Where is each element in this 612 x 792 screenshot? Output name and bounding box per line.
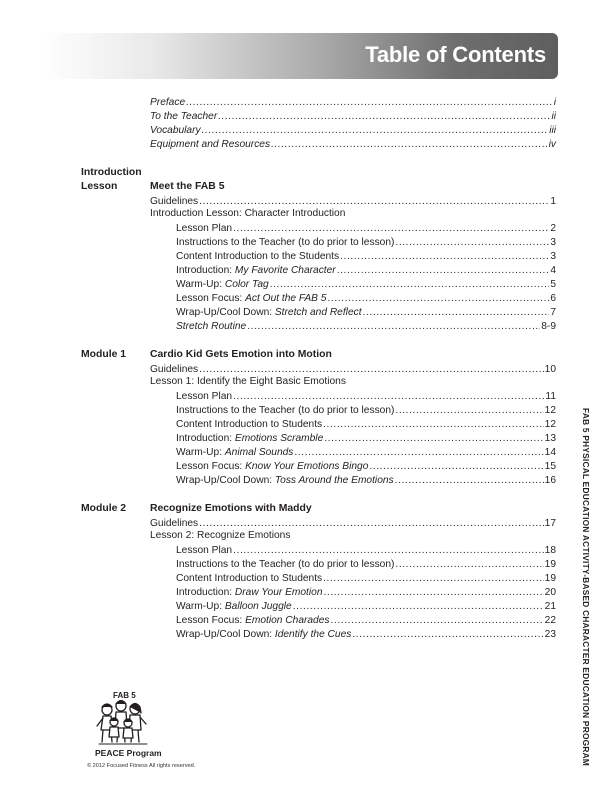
page-title: Table of Contents [365, 42, 546, 67]
entry-label [176, 223, 232, 235]
entry-label: To the Teacher [150, 111, 218, 122]
page-number: 20 [544, 587, 556, 598]
toc-entry[interactable] [176, 417, 556, 431]
entry-label: Lesson Plan [176, 545, 233, 556]
entry-label: Introduction: [176, 587, 235, 598]
dot-leader [369, 461, 543, 473]
entry-label: Warm-Up: [176, 601, 225, 612]
fab5-kids-logo-icon [93, 690, 153, 750]
dot-leader [395, 475, 544, 487]
toc-entry[interactable] [176, 627, 556, 641]
page-number: 1 [550, 196, 556, 207]
entry-label [176, 573, 322, 585]
page-number: 18 [544, 545, 556, 556]
entry-label [176, 293, 326, 305]
dot-leader [202, 125, 549, 137]
entry-label: Emotions Scramble [234, 433, 324, 444]
toc-entry[interactable] [176, 235, 556, 249]
entry-label: Act Out the FAB 5 [245, 293, 327, 304]
entry-label: Wrap-Up/Cool Down: [176, 307, 275, 318]
page-number: 6 [550, 293, 556, 304]
page-number: 8-9 [541, 321, 556, 332]
toc-entry[interactable] [176, 459, 556, 473]
dot-leader [233, 391, 544, 403]
dot-leader [395, 237, 549, 249]
entry-label: Animal Sounds [224, 447, 294, 458]
page-number: 11 [545, 391, 556, 402]
dot-leader [233, 223, 549, 235]
dot-leader [324, 433, 543, 445]
page-number: 17 [544, 518, 556, 529]
entry-label [176, 461, 368, 473]
toc-entry-vocabulary[interactable] [150, 123, 556, 137]
entry-label: Color Tag [224, 279, 269, 290]
toc-entry[interactable] [176, 221, 556, 235]
dot-leader [218, 111, 550, 123]
page-number: 22 [544, 615, 556, 626]
entry-label [176, 391, 232, 403]
page-number: 7 [550, 307, 556, 318]
logo-title: FAB 5 [113, 691, 136, 700]
toc-entry[interactable] [176, 403, 556, 417]
toc-entry[interactable] [176, 473, 556, 487]
dot-leader [323, 587, 543, 599]
dot-leader [233, 545, 544, 557]
entry-label [176, 307, 362, 319]
entry-label: Introduction: [176, 265, 235, 276]
entry-label: Toss Around the Emotions [274, 475, 394, 486]
dot-leader [270, 279, 550, 291]
toc-entry[interactable] [176, 291, 556, 305]
entry-label: Preface [150, 97, 186, 108]
entry-label [176, 545, 232, 557]
page-number: 10 [544, 364, 556, 375]
dot-leader [363, 307, 550, 319]
entry-label [176, 321, 246, 333]
dot-leader [186, 97, 553, 109]
lesson-title-intro: Introduction Lesson: Character Introduction [150, 208, 346, 219]
toc-entry-to-the-teacher[interactable] [150, 109, 556, 123]
toc-entry[interactable] [176, 277, 556, 291]
entry-label: Content Introduction to the Students [176, 251, 340, 262]
page-number: 2 [550, 223, 556, 234]
page-number: 23 [544, 629, 556, 640]
dot-leader [340, 251, 549, 263]
entry-label: Lesson Focus: [176, 461, 246, 472]
toc-entry-preface[interactable] [150, 95, 556, 109]
entry-label [176, 559, 394, 571]
entry-label: Equipment and Resources [150, 139, 271, 150]
dot-leader [327, 293, 549, 305]
entry-label: Warm-Up: [176, 279, 225, 290]
lesson-title-module1: Lesson 1: Identify the Eight Basic Emotions [150, 376, 346, 387]
dot-leader [323, 573, 544, 585]
dot-leader [352, 629, 543, 641]
section-label-module1: Module 1 [81, 349, 127, 360]
entry-label [176, 237, 394, 249]
section-title-module2: Recognize Emotions with Maddy [150, 503, 312, 514]
toc-entry[interactable] [176, 249, 556, 263]
page-number: iv [548, 139, 556, 150]
toc-entry[interactable] [176, 389, 556, 403]
entry-label [176, 433, 323, 445]
entry-label: Introduction: [176, 433, 235, 444]
copyright-notice: © 2012 Focused Fitness All rights reserved. [87, 763, 196, 769]
entry-label: Guidelines [150, 518, 199, 529]
dot-leader [323, 419, 544, 431]
toc-entry[interactable] [176, 585, 556, 599]
page-number: 3 [550, 251, 556, 262]
page-number: i [553, 97, 556, 108]
toc-entry[interactable] [176, 263, 556, 277]
entry-label: Lesson Focus: [176, 293, 246, 304]
page-number: 12 [544, 419, 556, 430]
page-number: 19 [544, 573, 556, 584]
dot-leader [337, 265, 550, 277]
logo-program-name: PEACE Program [95, 748, 162, 758]
page-number: 19 [544, 559, 556, 570]
entry-label: Wrap-Up/Cool Down: [176, 475, 275, 486]
section-label-intro-line2: Lesson [81, 181, 118, 192]
entry-label: Know Your Emotions Bingo [245, 461, 369, 472]
side-program-label: FAB 5 PHYSICAL EDUCATION ACTIVITY-BASED CHARACTER EDUCATION PROGRAM [581, 408, 591, 767]
section-title-intro: Meet the FAB 5 [150, 181, 225, 192]
entry-label: Guidelines [150, 196, 199, 207]
entry-label: Stretch Routine [176, 321, 247, 332]
entry-label: Content Introduction to Students [176, 573, 323, 584]
toc-entry[interactable] [176, 599, 556, 613]
entry-label: Emotion Charades [245, 615, 330, 626]
toc-entry[interactable] [176, 571, 556, 585]
dot-leader [330, 615, 543, 627]
entry-label [176, 615, 329, 627]
dot-leader [294, 447, 543, 459]
entry-label [176, 587, 322, 599]
entry-label: Warm-Up: [176, 447, 225, 458]
dot-leader [247, 321, 540, 333]
page-number: 21 [544, 601, 556, 612]
entry-label: Content Introduction to Students [176, 419, 323, 430]
entry-label: Stretch and Reflect [274, 307, 362, 318]
page-number: 13 [544, 433, 556, 444]
entry-label: My Favorite Character [234, 265, 336, 276]
entry-label: Lesson Focus: [176, 615, 246, 626]
dot-leader [293, 601, 544, 613]
toc-entry[interactable] [176, 431, 556, 445]
page-number: 4 [550, 265, 556, 276]
entry-label: Lesson Plan [176, 223, 233, 234]
toc-entry-module1-guidelines[interactable] [150, 362, 556, 376]
entry-label: Vocabulary [150, 125, 201, 136]
section-title-module1: Cardio Kid Gets Emotion into Motion [150, 349, 332, 360]
entry-label: Instructions to the Teacher (to do prior to lesson) [176, 237, 395, 248]
entry-label: Identify the Cues [274, 629, 352, 640]
entry-label [176, 251, 339, 263]
toc-entry-intro-guidelines[interactable] [150, 194, 556, 208]
toc-entry-module2-guidelines[interactable] [150, 516, 556, 530]
toc-entry[interactable] [176, 557, 556, 571]
page-number: 3 [550, 237, 556, 248]
entry-label [176, 265, 336, 277]
entry-label: Instructions to the Teacher (to do prior to lesson) [176, 405, 395, 416]
toc-entry[interactable] [176, 543, 556, 557]
page-number: 14 [544, 447, 556, 458]
entry-label: Guidelines [150, 364, 199, 375]
entry-label: Lesson Plan [176, 391, 233, 402]
entry-label [176, 405, 394, 417]
dot-leader [395, 559, 543, 571]
entry-label: Balloon Juggle [224, 601, 292, 612]
page-number: 15 [544, 461, 556, 472]
entry-label: Instructions to the Teacher (to do prior to lesson) [176, 559, 395, 570]
section-label-module2: Module 2 [81, 503, 127, 514]
toc-entry[interactable] [176, 613, 556, 627]
toc-entry[interactable] [176, 445, 556, 459]
dot-leader [395, 405, 543, 417]
entry-label [176, 601, 292, 613]
page-number: 16 [544, 475, 556, 486]
toc-entry[interactable] [176, 319, 556, 333]
dot-leader [271, 139, 548, 151]
entry-label [176, 629, 351, 641]
page-number: ii [551, 111, 556, 122]
page-number: 5 [550, 279, 556, 290]
toc-entry-equipment[interactable] [150, 137, 556, 151]
entry-label: Draw Your Emotion [234, 587, 323, 598]
page-number: 12 [544, 405, 556, 416]
entry-label [176, 419, 322, 431]
entry-label [176, 447, 293, 459]
section-label-intro: Introduction [81, 167, 142, 178]
entry-label [176, 475, 394, 487]
entry-label [176, 279, 269, 291]
toc-entry[interactable] [176, 305, 556, 319]
lesson-title-module2: Lesson 2: Recognize Emotions [150, 530, 291, 541]
entry-label: Wrap-Up/Cool Down: [176, 629, 275, 640]
page-number: iii [549, 125, 556, 136]
